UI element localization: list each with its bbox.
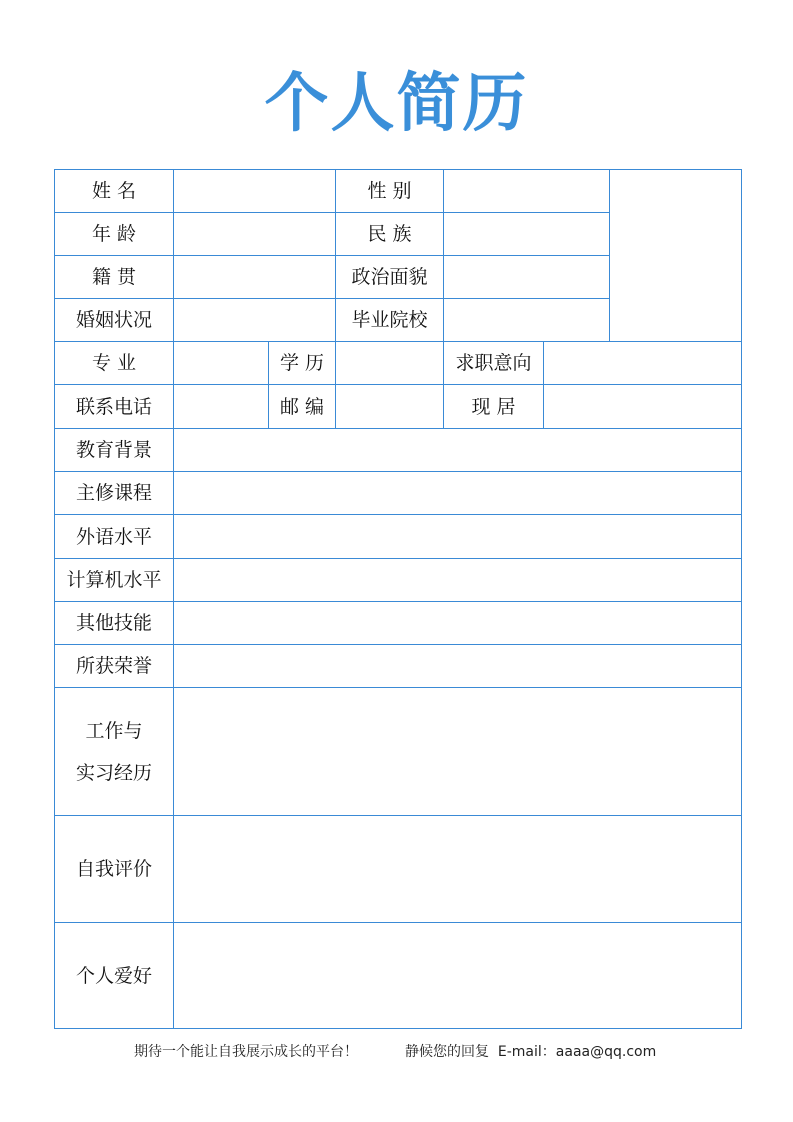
label-courses: 主修课程: [54, 471, 174, 515]
label-origin: 籍 贯: [54, 255, 174, 299]
self-eval-field[interactable]: [173, 815, 742, 923]
label-work-line2: 实习经历: [75, 761, 152, 784]
footer-slogan: 期待一个能让自我展示成长的平台！: [134, 1044, 358, 1060]
marital-field[interactable]: [173, 298, 336, 342]
honors-field[interactable]: [173, 644, 742, 688]
footer-contact: 静候您的回复 E-mail：aaaa@qq.com: [405, 1044, 657, 1060]
name-field[interactable]: [173, 169, 336, 213]
courses-field[interactable]: [173, 471, 742, 515]
label-postcode: 邮 编: [268, 384, 336, 429]
work-field[interactable]: [173, 687, 742, 816]
political-field[interactable]: [443, 255, 610, 299]
skills-field[interactable]: [173, 601, 742, 645]
computer-field[interactable]: [173, 558, 742, 602]
job-field[interactable]: [543, 341, 742, 385]
page-title: 个人简历: [264, 67, 529, 141]
label-computer: 计算机水平: [54, 558, 174, 602]
label-language: 外语水平: [54, 514, 174, 559]
gender-field[interactable]: [443, 169, 610, 213]
age-field[interactable]: [173, 212, 336, 256]
label-work-line1: 工作与: [85, 719, 143, 742]
origin-field[interactable]: [173, 255, 336, 299]
label-residence: 现 居: [443, 384, 544, 429]
label-honors: 所获荣誉: [54, 644, 174, 688]
school-field[interactable]: [443, 298, 610, 342]
photo-box[interactable]: [609, 169, 742, 342]
label-degree: 学 历: [268, 341, 336, 385]
label-political: 政治面貌: [335, 255, 444, 299]
label-ethnicity: 民 族: [335, 212, 444, 256]
label-age: 年 龄: [54, 212, 174, 256]
label-work: [54, 687, 174, 816]
residence-field[interactable]: [543, 384, 742, 429]
phone-field[interactable]: [173, 384, 269, 429]
label-gender: 性 别: [335, 169, 444, 213]
label-name: 姓 名: [54, 169, 174, 213]
label-hobbies: 个人爱好: [54, 922, 174, 1029]
label-school: 毕业院校: [335, 298, 444, 342]
hobbies-field[interactable]: [173, 922, 742, 1029]
language-field[interactable]: [173, 514, 742, 559]
major-field[interactable]: [173, 341, 269, 385]
education-field[interactable]: [173, 428, 742, 472]
label-phone: 联系电话: [54, 384, 174, 429]
postcode-field[interactable]: [335, 384, 444, 429]
label-major: 专 业: [54, 341, 174, 385]
label-job: 求职意向: [443, 341, 544, 385]
label-self-eval: 自我评价: [54, 815, 174, 923]
label-education: 教育背景: [54, 428, 174, 472]
ethnicity-field[interactable]: [443, 212, 610, 256]
label-marital: 婚姻状况: [54, 298, 174, 342]
label-skills: 其他技能: [54, 601, 174, 645]
degree-field[interactable]: [335, 341, 444, 385]
